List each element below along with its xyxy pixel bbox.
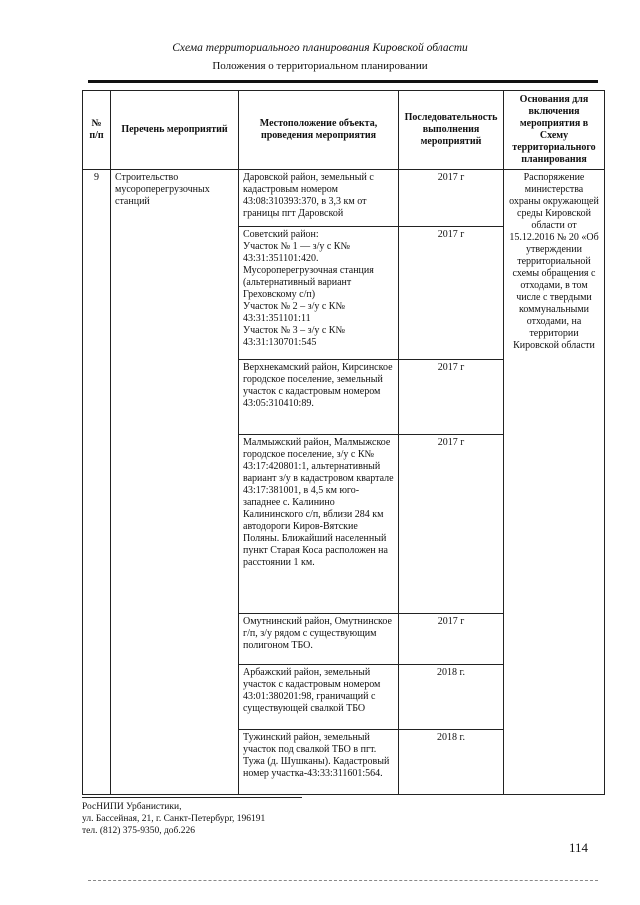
table-header-row [83,91,605,170]
location-cell: Тужинский район, земельный участок под свалкой ТБО в пгт. Тужа (д. Шушканы). Кадастровый номер участка-43:33:311601:564. [239,730,399,795]
location-cell: Омутнинский район, Омутнинское г/п, з/у рядом с существующим полигоном ТБО. [239,614,399,665]
header-sequence: Последовательность выполнения мероприятий [399,91,504,170]
header-basis: Основания для включения мероприятия в Схему территориального планирования [504,91,605,170]
location-cell: Советский район: Участок № 1 — з/у с К№ 43:31:351101:420. Мусороперегрузочная станция (альтернативный вариант Греховскому с/п) Участок № 2 – з/у с К№ 43:31:351101:11 Участок № 3 – з/у с К№ 43:31:130701:545 [239,227,399,360]
sequence-cell: 2018 г. [399,665,504,730]
location-cell: Верхнекамский район, Кирсинское городское поселение, земельный участок с кадастровым номером 43:05:310410:89. [239,360,399,435]
location-cell: Малмыжский район, Малмыжское городское поселение, з/у с К№ 43:17:420801:1, альтернативный вариант з/у в кадастровом квартале 43:17:381001, в 4,5 км юго-западнее с. Калинино Калининского с/п, вблизи 284 км автодороги Киров-Вятские Поляны. Ближайший населенный пункт Старая Коса расположен на расстоянии 1 км. [239,435,399,614]
location-cell: Арбажский район, земельный участок с кадастровым номером 43:01:380201:98, граничащий с существующей свалкой ТБО [239,665,399,730]
sequence-cell: 2017 г [399,227,504,360]
document-subtitle: Положения о территориальном планировании [212,60,428,72]
sequence-cell: 2018 г. [399,730,504,795]
footer-address: ул. Бассейная, 21, г. Санкт-Петербург, 196191 [82,814,266,824]
footer-rule [82,797,302,798]
sequence-cell: 2017 г [399,435,504,614]
header-rule [88,80,598,83]
sequence-cell: 2017 г [399,360,504,435]
page-number: 114 [568,840,588,855]
event-name: Строительство мусороперегрузочных станций [111,170,239,795]
footer-org: РосНИПИ Урбанистики, [82,802,182,812]
measures-table [82,90,605,795]
header-location: Местоположение объекта, проведения мероприятия [239,91,399,170]
table-row [83,170,605,227]
scan-edge-line [88,880,598,882]
footer-phone: тел. (812) 375-9350, доб.226 [82,826,196,836]
document-title: Схема территориального планирования Кировской области [172,42,468,54]
sequence-cell: 2017 г [399,614,504,665]
row-number: 9 [83,170,111,795]
header-events: Перечень мероприятий [111,91,239,170]
basis-cell: Распоряжение министерства охраны окружающей среды Кировской области от 15.12.2016 № 20 «Об утверждении территориальной схемы обращения с отходами, в том числе с твердыми коммунальными отходами, на территории Кировской области [504,170,605,795]
sequence-cell: 2017 г [399,170,504,227]
header-num: № п/п [83,91,111,170]
location-cell: Даровской район, земельный с кадастровым номером 43:08:310393:370, в 3,3 км от границы пгт Даровской [239,170,399,227]
footer [82,801,265,837]
